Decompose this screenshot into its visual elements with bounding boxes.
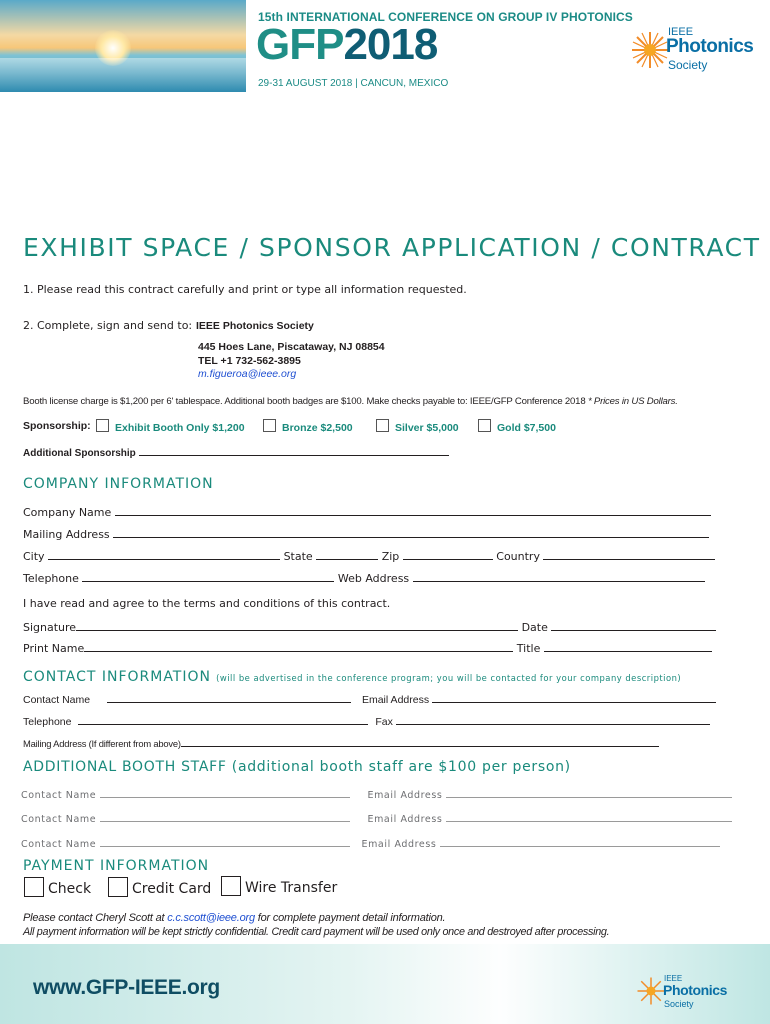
option-label: Exhibit Booth Only $1,200 xyxy=(115,422,245,434)
web-address-field[interactable] xyxy=(413,570,705,582)
signature-field[interactable] xyxy=(76,619,518,631)
year-text: 2018 xyxy=(343,20,438,69)
contact-telephone-field[interactable] xyxy=(78,713,368,725)
payment-contact-prefix: Please contact Cheryl Scott at xyxy=(23,912,168,924)
contact-mailing-row xyxy=(23,735,659,749)
additional-sponsorship-field[interactable] xyxy=(139,444,449,456)
print-name-label: Print Name xyxy=(23,642,85,655)
country-field[interactable] xyxy=(543,548,715,560)
gfp-logo xyxy=(256,22,437,68)
payment-contact xyxy=(23,912,445,924)
sponsor-option-bronze[interactable] xyxy=(263,419,353,434)
dates-location: 29-31 AUGUST 2018 | CANCUN, MEXICO xyxy=(258,78,449,89)
staff-email-field[interactable] xyxy=(446,787,732,798)
zip-field[interactable] xyxy=(403,548,493,560)
staff-email-label: Email Address xyxy=(367,814,443,825)
page-title: EXHIBIT SPACE / SPONSOR APPLICATION / CONTRACT xyxy=(23,233,761,262)
contact-heading: CONTACT INFORMATION xyxy=(23,669,211,685)
telephone-field[interactable] xyxy=(82,570,334,582)
license-text: Booth license charge is $1,200 per 6' tablespace. Additional booth badges are $100. Make checks payable to: IEEE/GFP Conference 2018 xyxy=(23,396,586,407)
agreement-text: I have read and agree to the terms and conditions of this contract. xyxy=(23,597,391,610)
prices-note: * Prices in US Dollars. xyxy=(587,396,678,407)
option-label: Wire Transfer xyxy=(245,880,338,896)
option-label: Credit Card xyxy=(132,881,212,897)
staff-row xyxy=(21,836,720,850)
company-name-label: Company Name xyxy=(23,506,112,519)
staff-row xyxy=(21,787,732,801)
additional-sponsorship xyxy=(23,444,449,459)
instruction-step2: 2. Complete, sign and send to: xyxy=(23,319,193,332)
logo-society: Society xyxy=(668,58,708,72)
sponsor-option-silver[interactable] xyxy=(376,419,459,434)
logo-society: Society xyxy=(664,999,694,1009)
state-field[interactable] xyxy=(316,548,378,560)
contact-note: (will be advertised in the conference program; you will be contacted for your company description) xyxy=(216,673,682,683)
state-label: State xyxy=(283,550,313,563)
starburst-icon xyxy=(636,976,666,1006)
contact-name-label: Contact Name xyxy=(23,694,91,706)
contact-name-row xyxy=(23,691,716,706)
staff-contact-name-label: Contact Name xyxy=(21,814,97,825)
logo-photonics: Photonics xyxy=(666,36,754,57)
instruction-step1: 1. Please read this contract carefully and print or type all information requested. xyxy=(23,283,467,296)
payment-option-wire[interactable] xyxy=(221,876,337,896)
payment-heading: PAYMENT INFORMATION xyxy=(23,858,210,874)
signature-label: Signature xyxy=(23,621,77,634)
checkbox[interactable] xyxy=(478,419,491,432)
date-label: Date xyxy=(521,621,548,634)
title-label: Title xyxy=(516,642,541,655)
footer-logo xyxy=(636,974,746,1018)
company-name-row xyxy=(23,504,711,519)
contact-fax-field[interactable] xyxy=(396,713,710,725)
gfp-text: GFP xyxy=(256,20,344,69)
option-label: Silver $5,000 xyxy=(395,422,459,434)
option-label: Gold $7,500 xyxy=(497,422,556,434)
city-field[interactable] xyxy=(48,548,280,560)
city-label: City xyxy=(23,550,45,563)
telephone-row xyxy=(23,570,705,585)
checkbox[interactable] xyxy=(221,876,241,896)
checkbox[interactable] xyxy=(376,419,389,432)
starburst-icon xyxy=(630,30,670,70)
checkbox[interactable] xyxy=(263,419,276,432)
contact-fax-label: Fax xyxy=(375,716,393,728)
checkbox[interactable] xyxy=(108,877,128,897)
staff-heading: ADDITIONAL BOOTH STAFF (additional booth staff are $100 per person) xyxy=(23,759,571,775)
footer-band xyxy=(0,944,770,1024)
checkbox[interactable] xyxy=(96,419,109,432)
payment-contact-email[interactable]: c.c.scott@ieee.org xyxy=(167,912,255,924)
staff-contact-name-label: Contact Name xyxy=(21,839,97,850)
mailing-address-row xyxy=(23,526,709,541)
staff-row xyxy=(21,811,732,825)
contact-telephone-label: Telephone xyxy=(23,716,72,728)
conference-line: 15th INTERNATIONAL CONFERENCE ON GROUP IV PHOTONICS xyxy=(258,10,633,24)
sponsor-option-exhibit[interactable] xyxy=(96,419,245,434)
additional-sponsorship-label: Additional Sponsorship xyxy=(23,448,136,459)
contact-telephone-row xyxy=(23,713,710,728)
mailing-address-label: Mailing Address xyxy=(23,528,110,541)
recipient-name: IEEE Photonics Society xyxy=(196,320,314,332)
company-heading: COMPANY INFORMATION xyxy=(23,476,214,492)
payment-contact-suffix: for complete payment detail information. xyxy=(254,912,446,924)
logo-photonics: Photonics xyxy=(663,982,728,998)
recipient-email[interactable]: m.figueroa@ieee.org xyxy=(198,368,297,380)
staff-email-label: Email Address xyxy=(361,839,437,850)
contact-mailing-field[interactable] xyxy=(181,735,659,747)
staff-email-field[interactable] xyxy=(446,811,732,822)
header-photo xyxy=(0,0,246,92)
staff-contact-name-field[interactable] xyxy=(100,811,350,822)
contact-heading-row xyxy=(23,666,681,685)
telephone-label: Telephone xyxy=(23,572,79,585)
sponsorship-label: Sponsorship: xyxy=(23,420,91,432)
ieee-photonics-logo xyxy=(630,26,760,76)
payment-option-credit-card[interactable] xyxy=(108,877,211,897)
company-name-field[interactable] xyxy=(115,504,711,516)
contact-email-label: Email Address xyxy=(361,694,430,706)
staff-contact-name-field[interactable] xyxy=(100,836,350,847)
option-label: Bronze $2,500 xyxy=(282,422,353,434)
print-name-field[interactable] xyxy=(84,640,513,652)
checkbox[interactable] xyxy=(24,877,44,897)
mailing-address-field[interactable] xyxy=(113,526,709,538)
recipient-address: 445 Hoes Lane, Piscataway, NJ 08854 xyxy=(198,341,385,353)
logo-ieee: IEEE xyxy=(664,974,683,983)
staff-contact-name-field[interactable] xyxy=(100,787,350,798)
payment-option-check[interactable] xyxy=(24,877,91,897)
city-row xyxy=(23,548,715,563)
date-field[interactable] xyxy=(551,619,716,631)
country-label: Country xyxy=(496,550,540,563)
sponsor-option-gold[interactable] xyxy=(478,419,556,434)
option-label: Check xyxy=(48,881,92,897)
license-note xyxy=(23,396,678,407)
title-field[interactable] xyxy=(544,640,712,652)
web-address-label: Web Address xyxy=(337,572,410,585)
contact-mailing-label: Mailing Address (If different from above) xyxy=(23,738,181,749)
staff-contact-name-label: Contact Name xyxy=(21,790,97,801)
zip-label: Zip xyxy=(381,550,400,563)
footer-url[interactable]: www.GFP-IEEE.org xyxy=(33,976,220,999)
payment-confidential: All payment information will be kept strictly confidential. Credit card payment will be used only once and destroyed after processing. xyxy=(23,926,610,938)
sponsorship-row xyxy=(23,420,91,432)
contact-name-field[interactable] xyxy=(107,691,351,703)
logo-ieee: IEEE xyxy=(668,26,694,38)
contact-email-field[interactable] xyxy=(432,691,716,703)
staff-email-label: Email Address xyxy=(367,790,443,801)
signature-row xyxy=(23,619,716,634)
recipient-tel: TEL +1 732-562-3895 xyxy=(198,355,301,367)
staff-email-field[interactable] xyxy=(440,836,720,847)
print-name-row xyxy=(23,640,712,655)
